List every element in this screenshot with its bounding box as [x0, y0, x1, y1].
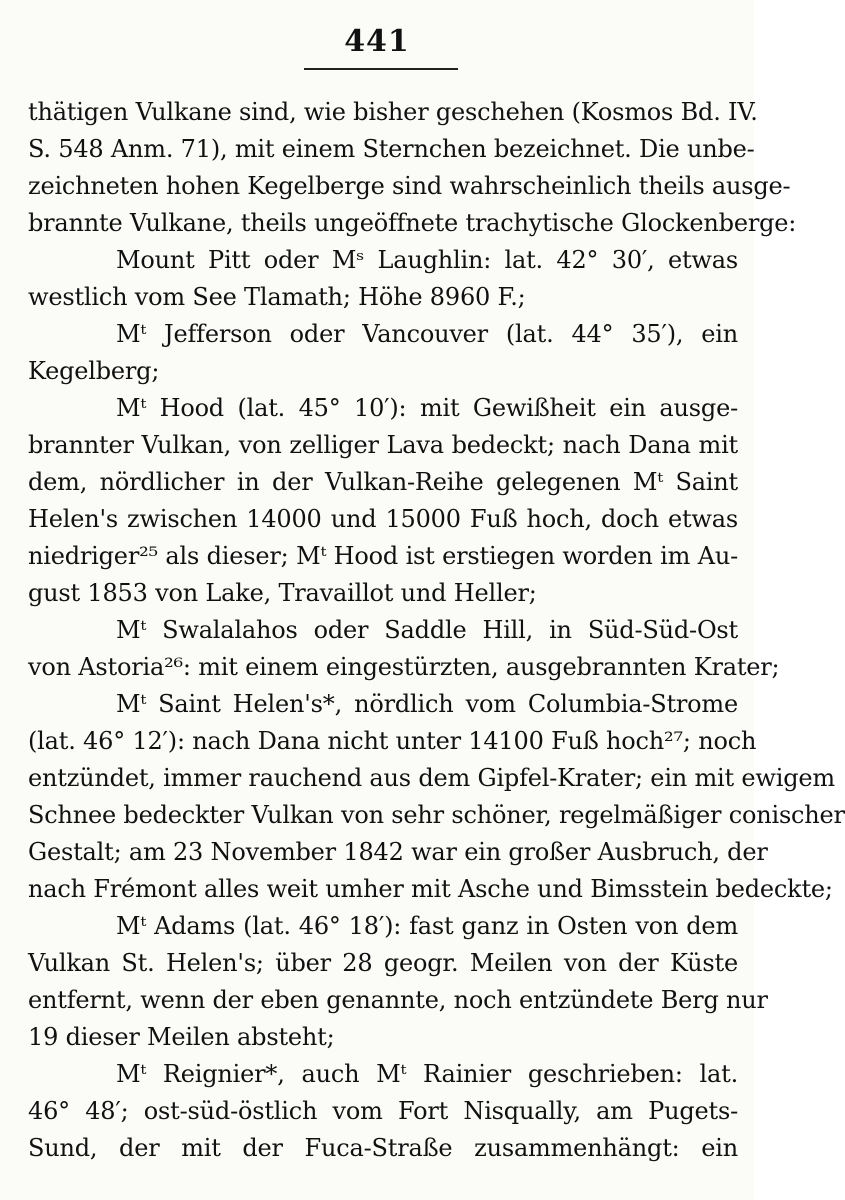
text-line: Mᵗ Jefferson oder Vancouver (lat. 44° 35′), ein [116, 320, 738, 348]
body-text [28, 94, 845, 1167]
text-line: 19 dieser Meilen absteht; [28, 1023, 335, 1051]
text-line: von Astoria²⁶: mit einem eingestürzten, ausgebrannten Krater; [28, 653, 780, 681]
text-line: (lat. 46° 12′): nach Dana nicht unter 14100 Fuß hoch²⁷; noch [28, 727, 757, 755]
text-line: 46° 48′; ost-süd-östlich vom Fort Nisqually, am Pugets- [28, 1097, 738, 1125]
text-line: zeichneten hohen Kegelberge sind wahrscheinlich theils ausge- [28, 172, 791, 200]
text-line: nach Frémont alles weit umher mit Asche und Bimsstein bedeckte; [28, 875, 833, 903]
text-line: Mᵗ Swalalahos oder Saddle Hill, in Süd-Süd-Ost [116, 616, 738, 644]
text-line: Mᵗ Saint Helen's*, nördlich vom Columbia-Strome [116, 690, 738, 718]
page-number: 441 [344, 24, 410, 59]
text-line: thätigen Vulkane sind, wie bisher geschehen (Kosmos Bd. IV. [28, 98, 758, 126]
text-line: Vulkan St. Helen's; über 28 geogr. Meilen von der Küste [28, 949, 738, 977]
text-line: dem, nördlicher in der Vulkan-Reihe gelegenen Mᵗ Saint [28, 468, 738, 496]
text-line: Schnee bedeckter Vulkan von sehr schöner, regelmäßiger conischer [28, 801, 845, 829]
text-line: entzündet, immer rauchend aus dem Gipfel-Krater; ein mit ewigem [28, 764, 835, 792]
text-line: westlich vom See Tlamath; Höhe 8960 F.; [28, 283, 526, 311]
text-line: brannter Vulkan, von zelliger Lava bedeckt; nach Dana mit [28, 431, 738, 459]
text-line: gust 1853 von Lake, Travaillot und Heller; [28, 579, 537, 607]
text-line: Mᵗ Reignier*, auch Mᵗ Rainier geschrieben: lat. [116, 1060, 738, 1088]
text-line: S. 548 Anm. 71), mit einem Sternchen bezeichnet. Die unbe- [28, 135, 755, 163]
text-line: Mount Pitt oder Mˢ Laughlin: lat. 42° 30′, etwas [116, 246, 738, 274]
text-line: entfernt, wenn der eben genannte, noch entzündete Berg nur [28, 986, 768, 1014]
text-line: Helen's zwischen 14000 und 15000 Fuß hoch, doch etwas [28, 505, 738, 533]
text-line: Kegelberg; [28, 357, 160, 385]
text-line: Mᵗ Adams (lat. 46° 18′): fast ganz in Osten von dem [116, 912, 738, 940]
text-line: niedriger²⁵ als dieser; Mᵗ Hood ist erstiegen worden im Au- [28, 542, 738, 570]
text-line: brannte Vulkane, theils ungeöffnete trachytische Glockenberge: [28, 209, 797, 237]
header-rule [304, 68, 458, 70]
text-line: Sund, der mit der Fuca-Straße zusammenhängt: ein [28, 1134, 738, 1162]
text-line: Mᵗ Hood (lat. 45° 10′): mit Gewißheit ein ausge- [116, 394, 738, 422]
text-line: Gestalt; am 23 November 1842 war ein großer Ausbruch, der [28, 838, 768, 866]
